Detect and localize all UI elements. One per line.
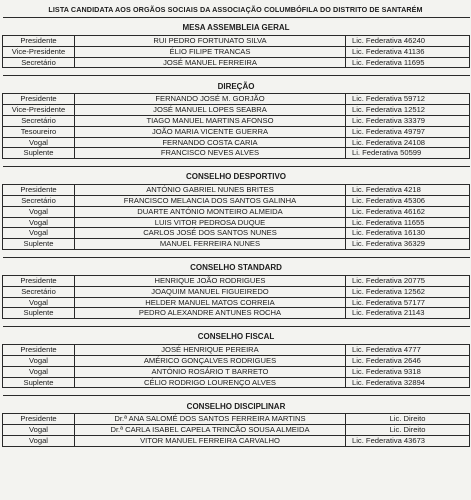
member-name: JOÃO MARIA VICENTE GUERRA (75, 126, 346, 137)
member-license: Lic. Federativa 41136 (346, 46, 470, 57)
member-row (3, 239, 470, 250)
member-license: Lic. Federativa 36329 (346, 239, 470, 250)
spacer-cell (3, 388, 470, 396)
spacer-cell (3, 249, 470, 257)
member-license: Lic. Federativa 59712 (346, 94, 470, 105)
section-spacer (3, 319, 470, 327)
member-row (3, 366, 470, 377)
member-role: Vogal (3, 435, 75, 446)
candidate-list-table (2, 17, 470, 447)
member-role: Suplente (3, 308, 75, 319)
section-spacer (3, 159, 470, 167)
member-role: Secretário (3, 195, 75, 206)
member-license: Li. Federativa 50599 (346, 148, 470, 159)
member-role: Suplente (3, 148, 75, 159)
member-name: MANUEL FERREIRA NUNES (75, 239, 346, 250)
member-name: PEDRO ALEXANDRE ANTUNES ROCHA (75, 308, 346, 319)
member-name: FERNANDO COSTA CARIA (75, 137, 346, 148)
member-role: Suplente (3, 239, 75, 250)
member-license: Lic. Federativa 43673 (346, 435, 470, 446)
member-name: CÉLIO RODRIGO LOURENÇO ALVES (75, 377, 346, 388)
member-row (3, 105, 470, 116)
member-license: Lic. Federativa 9318 (346, 366, 470, 377)
member-name: AMÉRICO GONÇALVES RODRIGUES (75, 355, 346, 366)
section-header-row (3, 396, 470, 414)
member-row (3, 355, 470, 366)
member-name: JOAQUIM MANUEL FIGUEIREDO (75, 286, 346, 297)
section-heading: DIREÇÃO (3, 76, 470, 94)
member-row (3, 425, 470, 436)
member-license: Lic. Federativa 57177 (346, 297, 470, 308)
member-role: Vogal (3, 217, 75, 228)
member-name: RUI PEDRO FORTUNATO SILVA (75, 36, 346, 47)
member-license: Lic. Federativa 2646 (346, 355, 470, 366)
section-spacer (3, 68, 470, 76)
section-heading: CONSELHO DISCIPLINAR (3, 396, 470, 414)
section-heading: MESA ASSEMBLEIA GERAL (3, 18, 470, 36)
member-role: Vogal (3, 206, 75, 217)
member-role: Presidente (3, 36, 75, 47)
member-row (3, 195, 470, 206)
member-role: Suplente (3, 377, 75, 388)
member-role: Presidente (3, 345, 75, 356)
member-license: Lic. Federativa 21143 (346, 308, 470, 319)
member-license: Lic. Federativa 4218 (346, 185, 470, 196)
member-name: Dr.ª CARLA ISABEL CAPELA TRINCÃO SOUSA ALMEIDA (75, 425, 346, 436)
member-name: JOSÉ HENRIQUE PEREIRA (75, 345, 346, 356)
member-license: Lic. Federativa 45306 (346, 195, 470, 206)
member-license: Lic. Federativa 32894 (346, 377, 470, 388)
spacer-cell (3, 159, 470, 167)
member-name: JOSÉ MANUEL FERREIRA (75, 57, 346, 68)
member-name: CARLOS JOSÉ DOS SANTOS NUNES (75, 228, 346, 239)
member-row (3, 46, 470, 57)
member-row (3, 377, 470, 388)
member-name: FRANCISCO NEVES ALVES (75, 148, 346, 159)
member-name: LUIS VITOR PEDROSA DUQUE (75, 217, 346, 228)
member-row (3, 345, 470, 356)
document-title: LISTA CANDIDATA AOS ORGÃOS SOCIAIS DA ASSOCIAÇÃO COLUMBÓFILA DO DISTRITO DE SANTARÉM (48, 5, 423, 14)
member-name: HELDER MANUEL MATOS CORREIA (75, 297, 346, 308)
member-license: Lic. Federativa 16130 (346, 228, 470, 239)
section-header-row (3, 167, 470, 185)
section-heading: CONSELHO FISCAL (3, 327, 470, 345)
member-row (3, 148, 470, 159)
member-row (3, 115, 470, 126)
member-license: Lic. Federativa 49797 (346, 126, 470, 137)
member-license: Lic. Federativa 20775 (346, 275, 470, 286)
member-license: Lic. Federativa 11695 (346, 57, 470, 68)
spacer-cell (3, 68, 470, 76)
member-role: Secretário (3, 57, 75, 68)
member-row (3, 57, 470, 68)
member-row (3, 217, 470, 228)
member-name: VITOR MANUEL FERREIRA CARVALHO (75, 435, 346, 446)
member-role: Vogal (3, 425, 75, 436)
member-name: ANTÓNIO GABRIEL NUNES BRITES (75, 185, 346, 196)
member-row (3, 206, 470, 217)
member-license: Lic. Federativa 46240 (346, 36, 470, 47)
member-license: Lic. Federativa 11655 (346, 217, 470, 228)
candidate-list-body (3, 18, 470, 447)
member-role: Vogal (3, 366, 75, 377)
member-role: Secretário (3, 286, 75, 297)
member-row (3, 275, 470, 286)
member-role: Vogal (3, 297, 75, 308)
section-header-row (3, 257, 470, 275)
member-name: ANTÓNIO ROSÁRIO T BARRETO (75, 366, 346, 377)
member-license: Lic. Federativa 46162 (346, 206, 470, 217)
member-row (3, 36, 470, 47)
member-row (3, 286, 470, 297)
section-spacer (3, 249, 470, 257)
member-row (3, 414, 470, 425)
section-heading: CONSELHO DESPORTIVO (3, 167, 470, 185)
member-license: Lic. Federativa 12562 (346, 286, 470, 297)
member-license: Lic. Federativa 12512 (346, 105, 470, 116)
member-role: Vogal (3, 137, 75, 148)
member-name: FRANCISCO MELANCIA DOS SANTOS GALINHA (75, 195, 346, 206)
member-role: Presidente (3, 185, 75, 196)
section-header-row (3, 327, 470, 345)
member-license: Lic. Federativa 24108 (346, 137, 470, 148)
member-row (3, 137, 470, 148)
spacer-cell (3, 319, 470, 327)
member-role: Presidente (3, 275, 75, 286)
member-row (3, 435, 470, 446)
member-row (3, 228, 470, 239)
section-header-row (3, 76, 470, 94)
member-license: Lic. Federativa 4777 (346, 345, 470, 356)
member-name: FERNANDO JOSÉ M. GORJÃO (75, 94, 346, 105)
member-name: ÉLIO FILIPE TRANCAS (75, 46, 346, 57)
member-role: Vice-Presidente (3, 105, 75, 116)
section-header-row (3, 18, 470, 36)
member-row (3, 308, 470, 319)
member-row (3, 185, 470, 196)
member-role: Vogal (3, 228, 75, 239)
member-role: Secretário (3, 115, 75, 126)
member-license: Lic. Federativa 33379 (346, 115, 470, 126)
member-name: Dr.ª ANA SALOMÉ DOS SANTOS FERREIRA MARTINS (75, 414, 346, 425)
member-role: Vogal (3, 355, 75, 366)
member-row (3, 94, 470, 105)
member-name: DUARTE ANTÓNIO MONTEIRO ALMEIDA (75, 206, 346, 217)
member-role: Tesoureiro (3, 126, 75, 137)
member-row (3, 297, 470, 308)
member-role: Vice-Presidente (3, 46, 75, 57)
member-name: HENRIQUE JOÃO RODRIGUES (75, 275, 346, 286)
section-heading: CONSELHO STANDARD (3, 257, 470, 275)
member-role: Presidente (3, 414, 75, 425)
section-spacer (3, 388, 470, 396)
member-row (3, 126, 470, 137)
member-name: JOSÉ MANUEL LOPES SEABRA (75, 105, 346, 116)
member-license: Lic. Direito (346, 414, 470, 425)
member-name: TIAGO MANUEL MARTINS AFONSO (75, 115, 346, 126)
member-role: Presidente (3, 94, 75, 105)
member-license: Lic. Direito (346, 425, 470, 436)
